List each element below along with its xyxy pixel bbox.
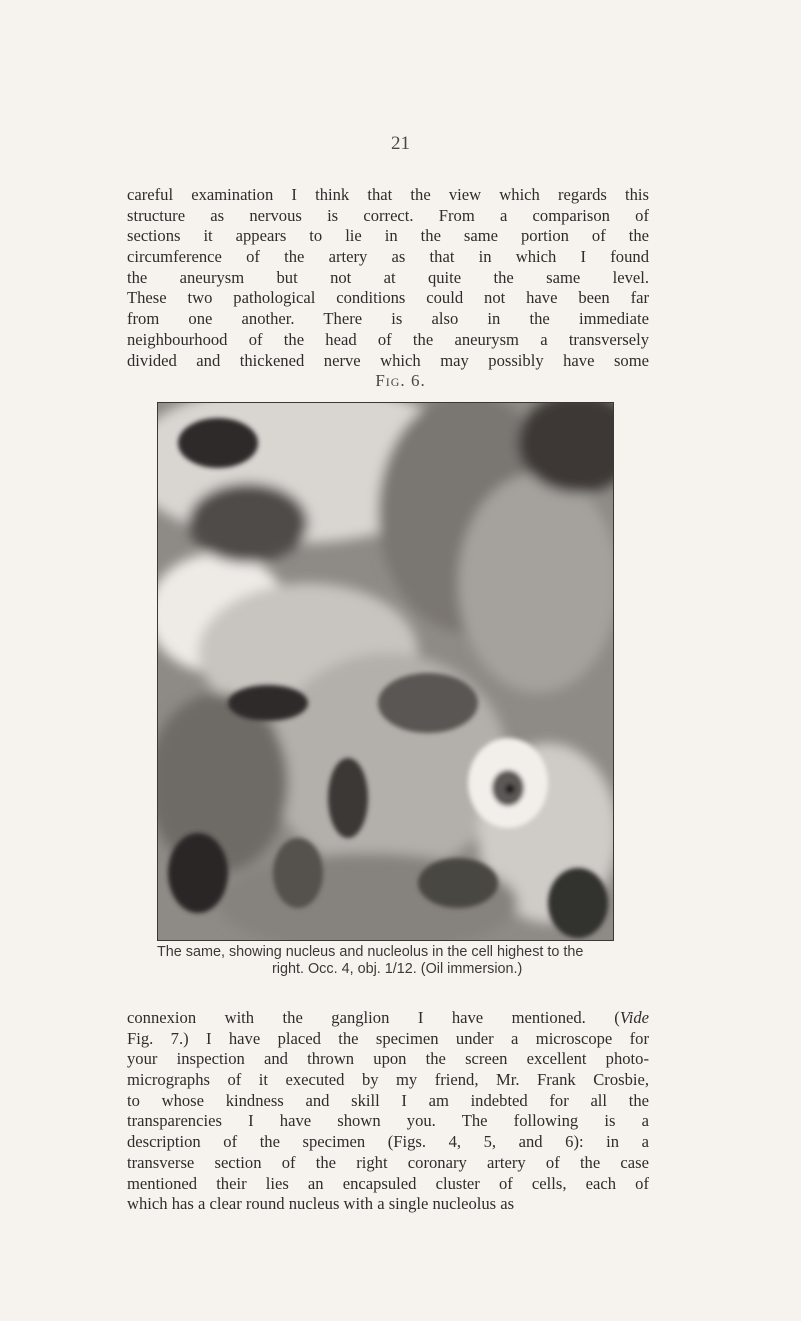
caption-line: right. Occ. 4, obj. 1/12. (Oil immersion.) <box>272 961 523 977</box>
figure-label-prefix: Fig. <box>375 371 406 390</box>
text-line: Fig. 7.) I have placed the specimen under a microscope for <box>127 1028 649 1048</box>
text-line: careful examination I think that the view which regards this <box>127 185 649 204</box>
text-line: micrographs of it executed by my friend, Mr. Frank Crosbie, <box>127 1070 649 1090</box>
figure-label <box>0 371 801 391</box>
text-line-start: connexion with the ganglion I have mentioned. ( <box>127 1008 620 1027</box>
text-line <box>127 1008 649 1029</box>
text-line: transparencies I have shown you. The following is a <box>127 1111 649 1131</box>
bottom-paragraph <box>127 1008 649 1215</box>
text-line: the aneurysm but not at quite the same level. <box>127 267 649 287</box>
text-line: circumference of the artery as that in which I found <box>127 247 649 267</box>
text-line: transverse section of the right coronary artery of the case <box>127 1152 649 1172</box>
text-line: These two pathological conditions could not have been far <box>127 288 649 308</box>
page-number: 21 <box>391 133 410 154</box>
caption-line: The same, showing nucleus and nucleolus in the cell highest to the <box>157 944 584 960</box>
text-line: which has a clear round nucleus with a single nucleolus as <box>127 1194 515 1214</box>
text-line: sections it appears to lie in the same portion of the <box>127 226 649 246</box>
figure-caption <box>157 944 640 978</box>
photomicrograph <box>157 402 614 941</box>
photomicrograph-image <box>158 403 613 940</box>
figure-label-number: 6. <box>410 371 426 390</box>
text-line: mentioned their lies an encapsuled cluster of cells, each of <box>127 1173 649 1193</box>
text-line: from one another. There is also in the immediate <box>127 309 649 329</box>
top-paragraph <box>127 185 649 371</box>
text-line: your inspection and thrown upon the screen excellent photo- <box>127 1049 649 1069</box>
text-line: to whose kindness and skill I am indebted for all the <box>127 1090 649 1110</box>
text-line: divided and thickened nerve which may possibly have some <box>127 350 649 370</box>
text-line: structure as nervous is correct. From a comparison of <box>127 205 649 225</box>
text-line: description of the specimen (Figs. 4, 5, and 6): in a <box>127 1132 649 1152</box>
text-line: neighbourhood of the head of the aneurysm a transversely <box>127 329 649 349</box>
vide-reference: Vide <box>619 1008 649 1027</box>
